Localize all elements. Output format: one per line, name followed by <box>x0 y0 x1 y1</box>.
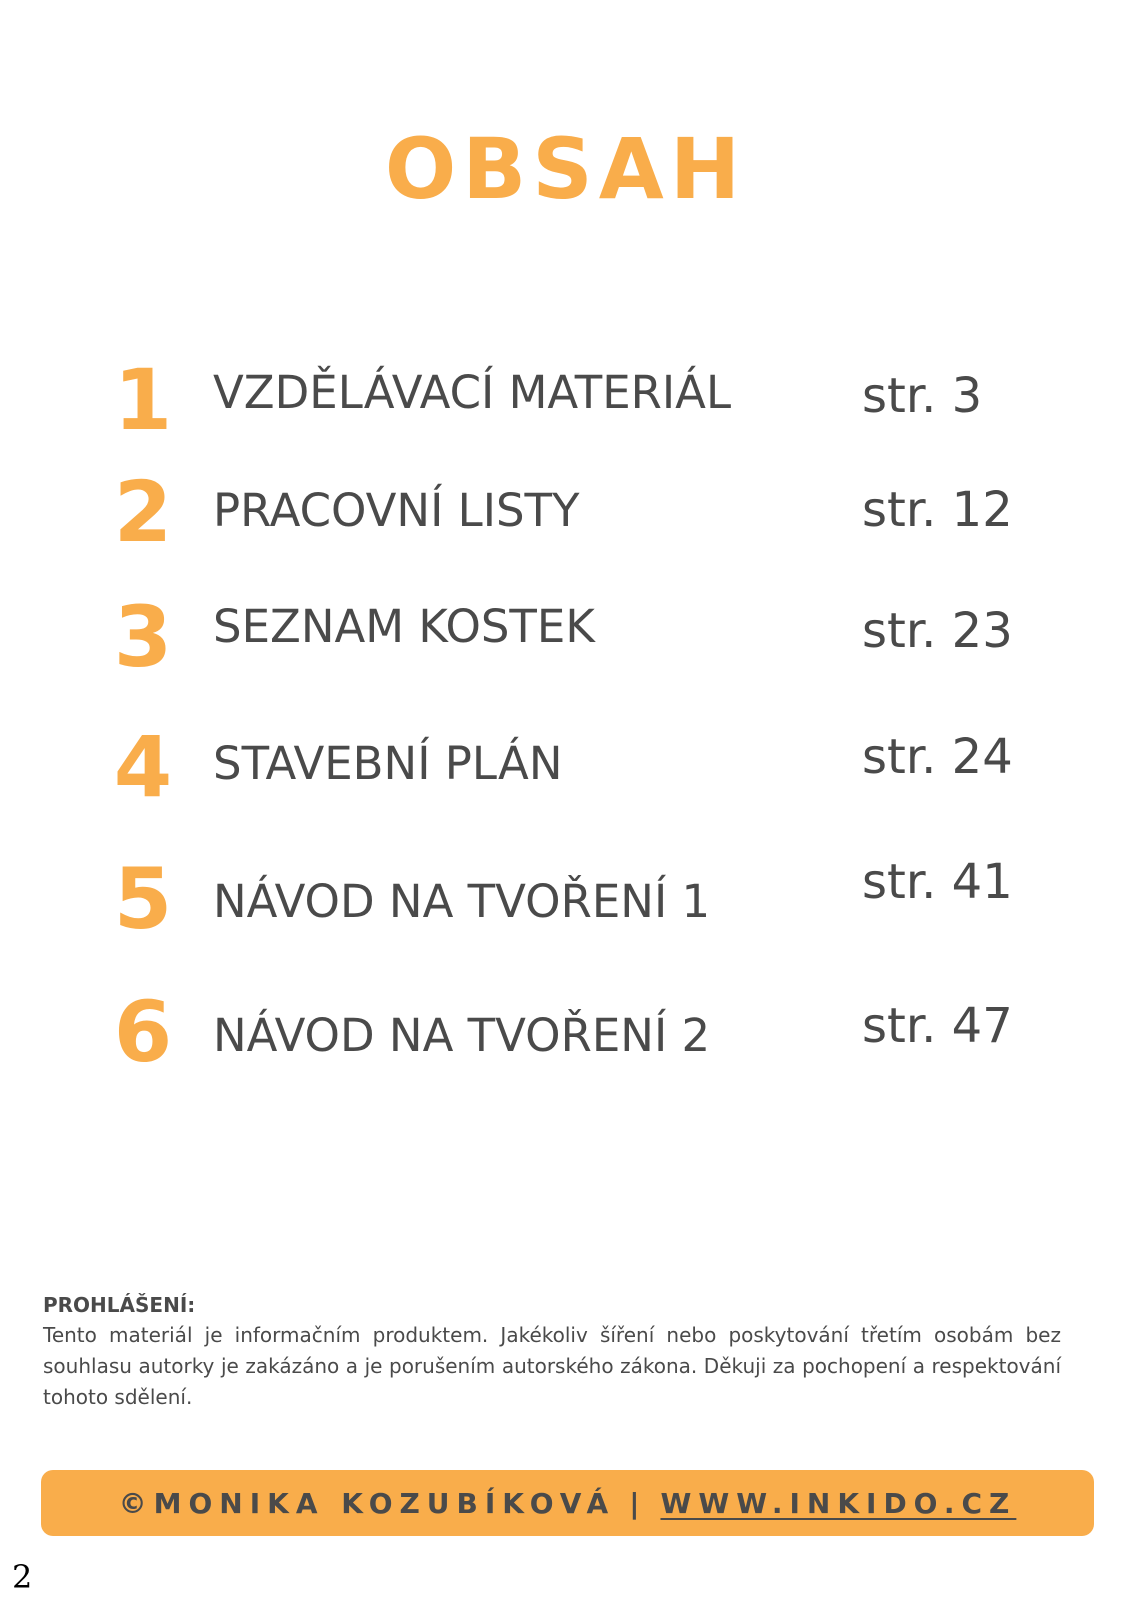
toc-item-page: str. 41 <box>862 854 1013 910</box>
toc-item-label: NÁVOD NA TVOŘENÍ 2 <box>213 1009 711 1062</box>
toc-item[interactable] <box>0 463 1131 570</box>
toc-item-number: 4 <box>113 718 173 816</box>
page-number: 2 <box>12 1558 33 1596</box>
toc-item-page: str. 47 <box>862 998 1013 1054</box>
toc-item-page: str. 23 <box>862 603 1013 659</box>
toc-item-label: STAVEBNÍ PLÁN <box>213 737 563 790</box>
toc-item-number: 6 <box>113 983 173 1081</box>
toc-item-label: VZDĚLÁVACÍ MATERIÁL <box>213 366 732 419</box>
disclaimer <box>43 1290 1061 1413</box>
toc-item-number: 3 <box>113 588 173 686</box>
footer-website-link[interactable]: WWW.INKIDO.CZ <box>660 1486 1017 1520</box>
disclaimer-heading: PROHLÁŠENÍ: <box>43 1293 196 1317</box>
toc-item-page: str. 3 <box>862 368 983 424</box>
toc-item-page: str. 12 <box>862 482 1013 538</box>
toc-item-number: 2 <box>113 463 173 561</box>
disclaimer-text: Tento materiál je informačním produktem. Jakékoliv šíření nebo poskytování třetím osobám bez souhlasu autorky je zakázáno a je porušením autorského zákona. Děkuji za pochopení a respektování tohoto sdělení. <box>43 1323 1061 1409</box>
toc-item-number: 1 <box>113 351 173 449</box>
toc-item[interactable] <box>0 850 1131 957</box>
toc-item-page: str. 24 <box>862 729 1013 785</box>
footer-author: ©MONIKA KOZUBÍKOVÁ <box>118 1486 616 1520</box>
page-title: OBSAH <box>384 120 747 218</box>
toc-item[interactable] <box>0 351 1131 458</box>
toc-item-label: NÁVOD NA TVOŘENÍ 1 <box>213 875 711 928</box>
toc-item[interactable] <box>0 983 1131 1090</box>
toc-item-number: 5 <box>113 850 173 948</box>
toc-item[interactable] <box>0 718 1131 825</box>
footer-separator: | <box>629 1486 647 1520</box>
toc-item-label: PRACOVNÍ LISTY <box>213 484 580 537</box>
toc-item-label: SEZNAM KOSTEK <box>213 600 595 653</box>
footer-bar <box>41 1470 1094 1536</box>
toc-item[interactable] <box>0 588 1131 695</box>
